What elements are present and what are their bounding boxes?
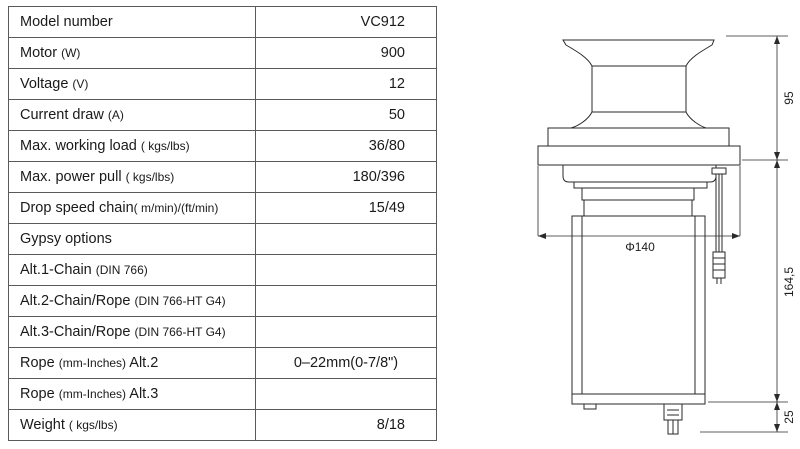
capstan-collar xyxy=(548,128,729,146)
row-unit: (DIN 766-HT G4) xyxy=(134,325,226,339)
row-label xyxy=(9,162,256,193)
row-unit: (V) xyxy=(72,77,89,91)
row-value: 180/396 xyxy=(256,162,437,193)
capstan-drum xyxy=(563,40,714,128)
row-label-text: Drop speed chain xyxy=(20,200,134,216)
row-value: 0–22mm(0-7/8") xyxy=(256,348,437,379)
row-value: 900 xyxy=(256,38,437,69)
diameter-label: Φ140 xyxy=(625,240,655,254)
row-value: 8/18 xyxy=(256,410,437,441)
row-unit: (DIN 766-HT G4) xyxy=(134,294,226,308)
row-unit: (W) xyxy=(61,46,81,60)
table-row xyxy=(9,162,437,193)
row-unit: (mm-Inches) xyxy=(58,356,127,370)
row-label xyxy=(9,317,256,348)
table-row xyxy=(9,38,437,69)
row-value: 36/80 xyxy=(256,131,437,162)
table-row xyxy=(9,69,437,100)
deck-plate xyxy=(538,146,740,165)
table-row xyxy=(9,7,437,38)
row-label-text: Voltage xyxy=(20,76,69,92)
row-label xyxy=(9,38,256,69)
row-label xyxy=(9,100,256,131)
row-label-text: Model number xyxy=(20,14,113,30)
row-value xyxy=(256,286,437,317)
table-row xyxy=(9,286,437,317)
row-unit: ( m/min)/(ft/min) xyxy=(133,201,219,215)
row-label-text: Max. working load xyxy=(20,138,137,154)
row-label-text: Weight xyxy=(20,417,65,433)
row-label xyxy=(9,224,256,255)
table-row xyxy=(9,317,437,348)
gear-housing xyxy=(563,165,716,182)
row-value: 50 xyxy=(256,100,437,131)
dimension-164-5: 164,5 xyxy=(782,266,796,298)
row-unit: (mm-Inches) xyxy=(58,387,127,401)
row-unit: (A) xyxy=(107,108,124,122)
table-row xyxy=(9,224,437,255)
row-unit: ( kgs/lbs) xyxy=(140,139,190,153)
row-label xyxy=(9,379,256,410)
row-suffix: Alt.3 xyxy=(129,386,159,402)
row-label-text: Rope xyxy=(20,386,55,402)
row-label xyxy=(9,255,256,286)
row-label-text: Alt.1-Chain xyxy=(20,262,92,278)
row-unit: ( kgs/lbs) xyxy=(125,170,175,184)
row-label-text: Current draw xyxy=(20,107,104,123)
table-row xyxy=(9,410,437,441)
table-row xyxy=(9,255,437,286)
row-suffix: Alt.2 xyxy=(129,355,159,371)
dimension-95: 95 xyxy=(782,91,796,105)
row-label xyxy=(9,69,256,100)
row-label xyxy=(9,131,256,162)
motor-body xyxy=(582,188,694,200)
table-row xyxy=(9,100,437,131)
row-value: 15/49 xyxy=(256,193,437,224)
row-label xyxy=(9,410,256,441)
row-unit: ( kgs/lbs) xyxy=(68,418,118,432)
row-unit: (DIN 766) xyxy=(95,263,148,277)
row-label-text: Gypsy options xyxy=(20,231,112,247)
side-stud xyxy=(712,168,726,174)
row-value xyxy=(256,224,437,255)
bottom-terminal xyxy=(664,404,682,420)
dimension-25: 25 xyxy=(782,410,796,424)
row-label xyxy=(9,193,256,224)
row-label-text: Max. power pull xyxy=(20,169,122,185)
windlass-technical-drawing xyxy=(520,0,800,449)
row-label-text: Motor xyxy=(20,45,58,61)
row-label-text: Rope xyxy=(20,355,55,371)
row-value: VC912 xyxy=(256,7,437,38)
table-row xyxy=(9,193,437,224)
row-label xyxy=(9,348,256,379)
row-label xyxy=(9,7,256,38)
row-label-text: Alt.3-Chain/Rope xyxy=(20,324,131,340)
row-value: 12 xyxy=(256,69,437,100)
row-value xyxy=(256,379,437,410)
row-value xyxy=(256,255,437,286)
table-row xyxy=(9,379,437,410)
row-label-text: Alt.2-Chain/Rope xyxy=(20,293,131,309)
table-row xyxy=(9,348,437,379)
table-row xyxy=(9,131,437,162)
row-value xyxy=(256,317,437,348)
row-label xyxy=(9,286,256,317)
spec-table xyxy=(8,6,437,441)
